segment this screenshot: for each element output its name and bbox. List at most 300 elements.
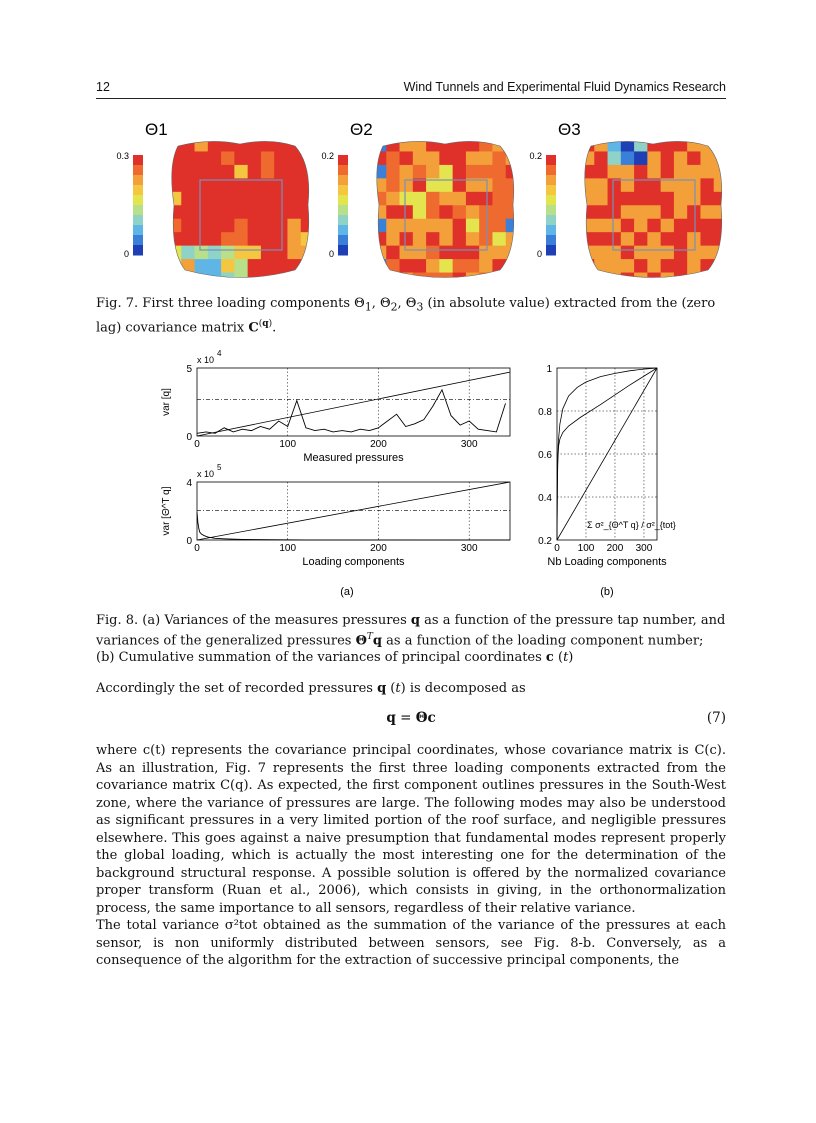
heatmap-cell [386,205,400,219]
heatmap-cell [373,138,387,152]
heatmap-cell [466,151,480,165]
heatmap-cell [687,205,701,219]
heatmap-cell [581,205,595,219]
y-tick-label: 4 [186,478,192,489]
y-multiplier-exp: 4 [217,349,222,358]
heatmap-cell [208,205,222,219]
heatmap-cell [700,165,714,179]
heatmap-cell [594,273,608,287]
heatmap-cell [413,192,427,206]
heatmap-cell [426,259,440,273]
heatmap-cell [621,246,635,260]
heatmap-cell [714,192,728,206]
heatmap-cell [466,165,480,179]
colorbar-swatch [133,155,143,166]
x-tick-label: 100 [577,543,595,554]
y-tick-label: 0.8 [538,407,552,418]
fig7-panel-3 [529,120,727,286]
heatmap-cell [386,232,400,246]
colorbar-swatch [338,205,348,216]
heatmap-cell [687,138,701,152]
heatmap-cell [647,259,661,273]
heatmap-cell [661,219,675,233]
heatmap-cell [506,165,520,179]
colorbar-max-label: 0.2 [529,151,542,161]
heatmap [581,138,727,286]
heatmap-cell [453,246,467,260]
heatmap-cell [634,205,648,219]
heatmap-cell [287,259,301,273]
heatmap-cell [386,151,400,165]
heatmap-cell [373,192,387,206]
x-axis-label: Measured pressures [303,452,404,464]
x-tick-label: 200 [370,439,387,450]
heatmap [373,138,519,286]
heatmap-cell [439,192,453,206]
heatmap-cell [492,138,506,152]
chart--a--top [161,349,510,464]
heatmap-cell [647,273,661,287]
heatmap-cell [674,165,688,179]
heatmap-cell [221,259,235,273]
heatmap-cell [674,192,688,206]
heatmap-cell [687,246,701,260]
heatmap-cell [621,219,635,233]
heatmap-cell [413,232,427,246]
heatmap [168,138,314,286]
heatmap-cell [261,246,275,260]
colorbar-swatch [338,215,348,226]
heatmap-cell [373,205,387,219]
heatmap-cell [274,232,288,246]
panel-title: Θ2 [350,120,373,139]
colorbar-swatch [133,195,143,206]
heatmap-cell [506,259,520,273]
heatmap-cell [581,165,595,179]
heatmap-cell [608,232,622,246]
heatmap-cell [274,259,288,273]
colorbar-swatch [133,185,143,196]
running-header [96,80,726,98]
heatmap-cell [248,192,262,206]
heatmap-cell [261,192,275,206]
heatmap-cell [413,246,427,260]
heatmap-cell [261,138,275,152]
heatmap-cell [453,165,467,179]
heatmap-cell [426,232,440,246]
y-tick-label: 0.2 [538,536,552,547]
heatmap-cell [373,178,387,192]
caption-text: (in absolute value) extracted from the (zero lag) covariance matrix [96,296,716,335]
heatmap-cell [413,273,427,287]
heatmap-cell [168,138,182,152]
colorbar-min-label: 0 [536,249,542,259]
heatmap-cell [492,232,506,246]
heatmap-cell [181,232,195,246]
y-multiplier: x 10 [197,469,215,479]
heatmap-cell [608,259,622,273]
heatmap-cell [287,192,301,206]
heatmap-cell [386,178,400,192]
colorbar-swatch [546,225,556,236]
heatmap-cell [168,246,182,260]
heatmap-cell [714,273,728,287]
heatmap-cell [647,165,661,179]
heatmap-cell [301,205,315,219]
heatmap-cell [453,138,467,152]
heatmap-cell [687,151,701,165]
heatmap-cell [195,151,209,165]
heatmap-cell [221,151,235,165]
heatmap-cell [453,232,467,246]
heatmap-cell [506,205,520,219]
panel-title: Θ3 [558,120,581,139]
heatmap-cell [248,205,262,219]
y-tick-label: 1 [546,364,552,375]
heatmap-cell [386,246,400,260]
heatmap-cell [373,273,387,287]
heatmap-cell [621,192,635,206]
colorbar-swatch [546,185,556,196]
heatmap-cell [674,151,688,165]
heatmap-cell [248,138,262,152]
page-number: 12 [96,80,110,94]
heatmap-cell [248,259,262,273]
heatmap-cell [594,178,608,192]
heatmap-cell [439,165,453,179]
heatmap-cell [714,205,728,219]
heatmap-cell [661,138,675,152]
paragraph-1: where c(t) represents the covariance principal coordinates, whose covariance matrix is C(c). As an illustration, Fig. 7 represents the first three loading components extracted from the covariance matrix C(q). As expected, the first component outlines pressures in the South-West zone, where the variance of pressures are large. The following modes may also be understood as significant pressures in a very limited portion of the roof surface, and negligible pressures elsewhere. This goes against a naive presumption that fundamental modes represent properly the global loading, which is actually the most interesting one for the determination of the background structural response. A possible solution is offered by the normalized covariance proper transform (Ruan et al., 2006), which consists in giving, in the orthonormalization process, the same importance to all sensors, regardless of their relative variance. [96,743,726,916]
colorbar-swatch [133,245,143,256]
colorbar-swatch [338,155,348,166]
heatmap-cell [492,205,506,219]
heatmap-cell [492,151,506,165]
y-multiplier: x 10 [197,355,215,365]
heatmap-cell [400,192,414,206]
heatmap-cell [479,219,493,233]
heatmap-cell [647,232,661,246]
y-multiplier-exp: 5 [217,463,222,472]
caption-text: Fig. 8. (a) Variances of the measures pressures [96,613,411,628]
heatmap-cell [634,219,648,233]
heatmap-cell [400,219,414,233]
colorbar-swatch [546,165,556,176]
heatmap-cell [700,151,714,165]
heatmap-cell [439,259,453,273]
heatmap-cell [492,165,506,179]
heatmap-cell [208,259,222,273]
heatmap-cell [647,246,661,260]
equation-number: (7) [706,710,726,726]
heatmap-cell [700,178,714,192]
x-tick-label: 100 [279,543,297,554]
heatmap-cell [234,232,248,246]
colorbar-swatch [133,165,143,176]
heatmap-cell [400,205,414,219]
heatmap-cell [287,205,301,219]
colorbar-swatch [546,205,556,216]
heatmap-cell [479,205,493,219]
heatmap-cell [208,273,222,287]
heatmap-cell [674,205,688,219]
heatmap-cell [687,192,701,206]
colorbar-swatch [133,175,143,186]
heatmap-cell [195,232,209,246]
heatmap-cell [647,219,661,233]
chart--b- [538,364,667,568]
heatmap-cell [439,232,453,246]
heatmap-cell [261,259,275,273]
heatmap-cell [221,205,235,219]
heatmap-cell [714,165,728,179]
heatmap-cell [506,192,520,206]
caption-text: as a function of the pressure tap number, and variances of the generalized pressures [96,613,726,649]
heatmap-cell [221,192,235,206]
heatmap-cell [453,192,467,206]
heatmap-cell [700,205,714,219]
heatmap-cell [301,165,315,179]
heatmap-cell [661,151,675,165]
heatmap-cell [674,259,688,273]
heatmap-cell [287,138,301,152]
heatmap-cell [195,138,209,152]
colorbar-max-label: 0.2 [321,151,334,161]
heatmap-cell [195,205,209,219]
header-rule [96,98,726,99]
heatmap-cell [400,151,414,165]
heatmap-cell [181,151,195,165]
heatmap-cell [234,165,248,179]
heatmap-cell [700,219,714,233]
panel-title: Θ1 [145,120,168,139]
heatmap-cell [466,246,480,260]
heatmap-cell [608,246,622,260]
heatmap-cell [594,165,608,179]
heatmap-cell [181,165,195,179]
heatmap-cell [426,192,440,206]
heatmap-cell [234,219,248,233]
heatmap-cell [181,273,195,287]
y-tick-label: 0.6 [538,450,552,461]
heatmap-cell [661,273,675,287]
colorbar-swatch [338,165,348,176]
heatmap-cell [700,232,714,246]
heatmap-cell [594,232,608,246]
heatmap-cell [386,219,400,233]
y-axis-label: var [q] [161,388,172,416]
paragraph-2: The total variance σ²tot obtained as the summation of the variance of the pressures at each sensor, is non uniformly distributed between sensors, see Fig. 8-b. Conversely, as a consequence of the algorithm for the extraction of successive principal components, the [96,918,726,968]
colorbar-swatch [338,185,348,196]
x-tick-label: 200 [370,543,387,554]
series-line-variance [197,512,510,540]
x-tick-label: 100 [279,439,297,450]
intro-text: Accordingly the set of recorded pressures [96,681,378,696]
colorbar-swatch [338,225,348,236]
heatmap-cell [621,232,635,246]
heatmap-cell [234,259,248,273]
colorbar-max-label: 0.3 [116,151,129,161]
heatmap-cell [221,246,235,260]
heatmap-cell [634,138,648,152]
heatmap-cell [413,165,427,179]
heatmap-cell [274,192,288,206]
colorbar-swatch [546,215,556,226]
heatmap-cell [687,219,701,233]
heatmap-cell [400,246,414,260]
series-line-cumulative [197,372,510,436]
heatmap-cell [674,219,688,233]
heatmap-cell [466,205,480,219]
heatmap-cell [621,273,635,287]
heatmap-cell [413,151,427,165]
heatmap-cell [492,178,506,192]
heatmap-cell [234,192,248,206]
heatmap-cell [647,138,661,152]
heatmap-cell [479,273,493,287]
heatmap-cell [208,138,222,152]
heatmap-cell [674,138,688,152]
heatmap-cell [181,205,195,219]
heatmap-cell [608,165,622,179]
plot-frame [197,368,510,436]
heatmap-cell [221,273,235,287]
intro-line: Accordingly the set of recorded pressures q (t) is decomposed as [96,681,526,696]
heatmap-cell [274,219,288,233]
heatmap-cell [714,219,728,233]
heatmap-cell [581,219,595,233]
heatmap-cell [413,259,427,273]
heatmap-cell [426,151,440,165]
colorbar-swatch [133,225,143,236]
x-tick-label: 0 [194,543,200,554]
heatmap-cell [581,273,595,287]
heatmap-cell [479,138,493,152]
heatmap-cell [248,232,262,246]
heatmap-cell [594,205,608,219]
heatmap-cell [287,219,301,233]
heatmap-cell [274,138,288,152]
heatmap-cell [248,273,262,287]
heatmap-cell [647,205,661,219]
heatmap-cell [386,165,400,179]
heatmap-cell [608,205,622,219]
heatmap-cell [181,219,195,233]
running-title: Wind Tunnels and Experimental Fluid Dynamics Research [403,80,726,94]
heatmap-cell [287,246,301,260]
heatmap-cell [634,165,648,179]
colorbar-swatch [338,195,348,206]
heatmap-cell [479,165,493,179]
heatmap-cell [168,192,182,206]
y-tick-label: 0 [186,432,192,443]
heatmap-cell [621,165,635,179]
heatmap-cell [248,151,262,165]
equation-7 [96,710,726,728]
heatmap-cell [621,151,635,165]
chart-annotation: Σ σ²_{Θ^T q} / σ²_{tot} [587,520,676,530]
heatmap-cell [400,138,414,152]
heatmap-cell [581,192,595,206]
heatmap-cell [479,232,493,246]
heatmap-cell [700,138,714,152]
heatmap-cell [634,232,648,246]
heatmap-cell [221,232,235,246]
heatmap-cell [208,232,222,246]
heatmap-cell [714,138,728,152]
heatmap-cell [168,273,182,287]
heatmap-cell [621,138,635,152]
heatmap-cell [413,138,427,152]
heatmap-cell [647,192,661,206]
heatmap-cell [208,165,222,179]
heatmap-cell [287,273,301,287]
heatmap-cell [647,151,661,165]
heatmap-cell [621,205,635,219]
colorbar-min-label: 0 [123,249,129,259]
colorbar-swatch [546,195,556,206]
heatmap-cell [700,259,714,273]
heatmap-cell [234,205,248,219]
heatmap-cell [608,138,622,152]
heatmap-cell [439,138,453,152]
heatmap-cell [168,205,182,219]
heatmap-cell [168,165,182,179]
heatmap-cell [687,232,701,246]
heatmap-cell [301,192,315,206]
heatmap-cell [479,246,493,260]
heatmap-cell [661,165,675,179]
heatmap-cell [248,219,262,233]
heatmap-cell [439,246,453,260]
heatmap-cell [261,232,275,246]
heatmap-cell [506,178,520,192]
heatmap-cell [439,273,453,287]
heatmap-cell [426,219,440,233]
heatmap-cell [634,259,648,273]
heatmap-cell [634,273,648,287]
heatmap-cell [400,232,414,246]
heatmap-cell [221,138,235,152]
figure-8-caption: Fig. 8. (a) Variances of the measures pressures q as a function of the pressure tap number, and variances of the generalized pressures $\Theta^Tq$ as a function of the loading component number; (b) Cumulative summation of the variances of principal coordinates c (t) [96,613,726,666]
heatmap-cell [594,219,608,233]
heatmap-cell [634,151,648,165]
heatmap-cell [506,219,520,233]
heatmap-cell [301,273,315,287]
heatmap-cell [426,273,440,287]
heatmap-cell [439,151,453,165]
heatmap-cell [208,219,222,233]
colorbar-swatch [546,245,556,256]
heatmap-cell [453,219,467,233]
heatmap-cell [466,219,480,233]
colorbar-swatch [133,205,143,216]
fig7-panel-1 [116,120,314,286]
heatmap-cell [492,246,506,260]
heatmap-cell [634,192,648,206]
heatmap-cell [373,219,387,233]
colorbar-min-label: 0 [328,249,334,259]
heatmap-cell [426,246,440,260]
heatmap-cell [479,192,493,206]
heatmap-cell [439,205,453,219]
heatmap-cell [687,259,701,273]
heatmap-cell [234,246,248,260]
x-tick-label: 200 [606,543,624,554]
heatmap-cell [700,273,714,287]
heatmap-cell [248,246,262,260]
heatmap-cell [594,192,608,206]
